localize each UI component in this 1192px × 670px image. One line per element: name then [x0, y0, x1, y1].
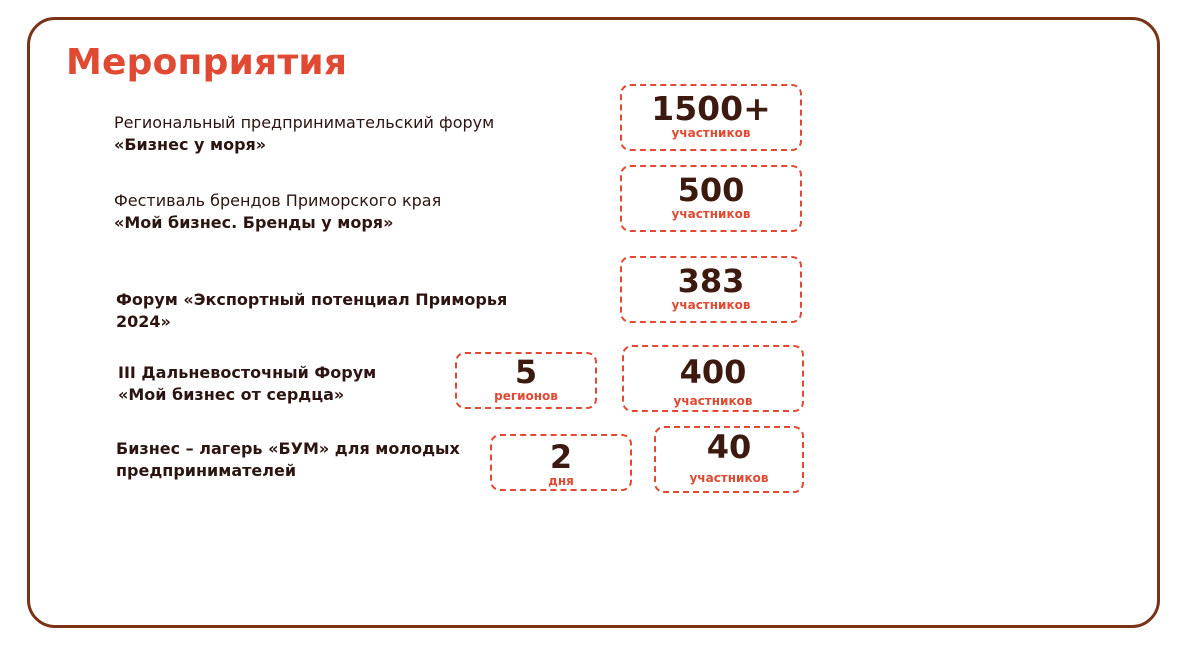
participants-value: 1500+	[651, 89, 771, 128]
event-label-line1: Форум «Экспортный потенциал Приморья	[116, 290, 508, 309]
participants-unit: участников	[671, 126, 751, 140]
participants-box	[620, 165, 802, 232]
days-box	[490, 434, 632, 491]
participants-unit: участников	[689, 471, 769, 485]
event-label-line1: Региональный предпринимательский форум	[114, 113, 495, 132]
page-title: Мероприятия	[66, 42, 348, 83]
event-label-line2: «Бизнес у моря»	[114, 135, 267, 154]
regions-unit: регионов	[494, 389, 558, 403]
participants-value: 500	[677, 171, 745, 209]
event-label-export-forum	[116, 289, 507, 333]
event-label-line1: Фестиваль брендов Приморского края	[114, 191, 442, 210]
event-label-line2: предпринимателей	[116, 461, 297, 480]
participants-value: 40	[706, 428, 752, 466]
regions-value: 5	[514, 353, 538, 391]
participants-unit: участников	[671, 298, 751, 312]
participants-unit: участников	[673, 394, 753, 408]
participants-box	[620, 84, 802, 151]
participants-value: 400	[679, 353, 747, 391]
event-label-line1: III Дальневосточный Форум	[118, 363, 377, 382]
event-label-business-by-sea	[114, 112, 494, 156]
days-unit: дня	[548, 474, 574, 488]
event-label-brands-festival	[114, 190, 441, 234]
event-label-line2: «Мой бизнес. Бренды у моря»	[114, 213, 394, 232]
participants-unit: участников	[671, 207, 751, 221]
participants-box	[654, 426, 804, 493]
participants-box	[622, 345, 804, 412]
event-label-line1: Бизнес – лагерь «БУМ» для молодых	[116, 439, 460, 458]
event-label-bum-camp	[116, 438, 460, 482]
days-value: 2	[549, 438, 573, 476]
event-label-far-east-forum	[118, 362, 376, 406]
participants-box	[620, 256, 802, 323]
event-label-line2: «Мой бизнес от сердца»	[118, 385, 345, 404]
participants-value: 383	[677, 262, 745, 300]
event-label-line2: 2024»	[116, 312, 171, 331]
regions-box	[455, 352, 597, 409]
